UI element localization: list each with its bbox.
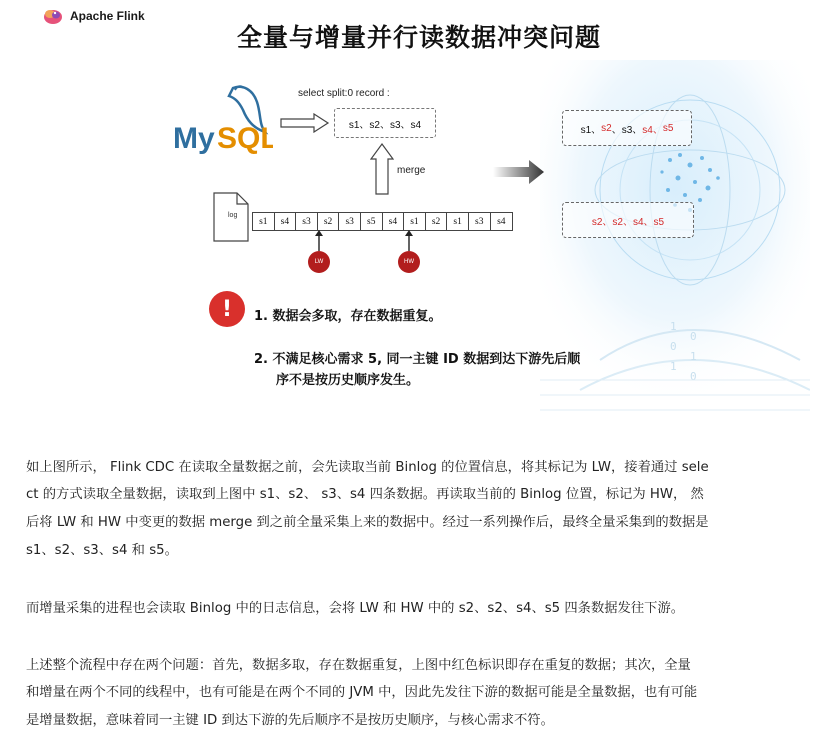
brand-name: Apache Flink xyxy=(70,9,145,23)
paragraph-1-line-4: s1、s2、s3、s4 和 s5。 xyxy=(26,543,178,558)
binlog-cell: s1 xyxy=(447,213,469,230)
binlog-cell: s4 xyxy=(383,213,405,230)
binlog-cell: s3 xyxy=(339,213,361,230)
binlog-strip xyxy=(252,212,513,231)
select-label: select split:0 record : xyxy=(298,88,390,99)
paragraph-1-line-3: 后将 LW 和 HW 中变更的数据 merge 到之前全量采集上来的数据中。经过一系列操作后，最终全量采集到的数据是 xyxy=(26,515,709,530)
records-box: s1、s2、s3、s4 xyxy=(334,108,436,138)
mysql-logo xyxy=(173,80,273,164)
hw-marker: HW xyxy=(398,251,420,273)
binlog-cell: s3 xyxy=(469,213,491,230)
paragraph-2: 而增量采集的进程也会读取 Binlog 中的日志信息，会将 LW 和 HW 中的 s2、s2、s4、s5 四条数据发往下游。 xyxy=(26,601,685,616)
svg-text:0: 0 xyxy=(690,330,697,343)
flow-arrow-icon xyxy=(493,158,545,186)
result-part: s1、 xyxy=(580,124,602,136)
svg-text:1: 1 xyxy=(670,360,677,373)
svg-text:1: 1 xyxy=(670,320,677,333)
paragraph-1-line-1: 如上图所示， Flink CDC 在读取全量数据之前，会先读取当前 Binlog 的位置信息，将其标记为 LW，接着通过 sele xyxy=(26,460,709,475)
paragraph-3-line-3: 是增量数据，意味着同一主键 ID 到达下游的先后顺序不是按历史顺序，与核心需求不符。 xyxy=(26,713,554,728)
result-part-duplicate: s2、s2、s4、s5 xyxy=(591,216,665,228)
hw-pointer-arrow-icon xyxy=(404,229,414,251)
result-part: 、s3、 xyxy=(611,124,643,136)
slide-image xyxy=(28,0,810,426)
binlog-cell: s4 xyxy=(497,216,506,227)
lw-pointer-arrow-icon xyxy=(314,229,324,251)
binlog-cell: s1 xyxy=(253,213,275,230)
mysql-dolphin-icon xyxy=(173,80,273,160)
svg-text:My: My xyxy=(173,122,215,155)
svg-text:SQL: SQL xyxy=(217,122,273,155)
slide-title: 全量与增量并行读数据冲突问题 xyxy=(236,23,601,52)
lw-marker: LW xyxy=(308,251,330,273)
binlog-cell: s4 xyxy=(275,213,297,230)
result-part-duplicate: s5 xyxy=(662,122,674,134)
up-arrow-icon xyxy=(370,143,394,195)
binlog-cell: s3 xyxy=(296,213,318,230)
problem-1: 1. 数据会多取，存在数据重复。 xyxy=(254,309,442,324)
problem-2-line-2: 序不是按历史顺序发生。 xyxy=(276,373,420,388)
binlog-cell: s2 xyxy=(426,213,448,230)
result-part-duplicate: s4、 xyxy=(642,124,663,136)
merge-label: merge xyxy=(397,165,426,176)
problem-2-line-1: 2. 不满足核心需求 5, 同一主键 ID 数据到达下游先后顺 xyxy=(254,352,581,367)
svg-text:0: 0 xyxy=(670,340,677,353)
svg-text:1: 1 xyxy=(690,350,697,363)
binlog-cell: s5 xyxy=(361,213,383,230)
right-arrow-icon xyxy=(280,113,330,133)
paragraph-3-line-2: 和增量在两个不同的线程中，也有可能是在两个不同的 JVM 中，因此先发往下游的数据可能是全量数据，也有可能 xyxy=(26,685,698,700)
paragraph-3-line-1: 上述整个流程中存在两个问题：首先，数据多取，存在数据重复，上图中红色标识即存在重复的数据；其次，全量 xyxy=(26,658,691,673)
log-label: log xyxy=(228,212,238,219)
paragraph-1-line-2: ct 的方式读取全量数据，读取到上图中 s1、s2、 s3、s4 四条数据。再读取当前的 Binlog 位置，标记为 HW， 然 xyxy=(26,487,704,502)
incremental-result-box xyxy=(562,202,694,238)
binlog-cell: s2 xyxy=(318,213,340,230)
binlog-cell: s1 xyxy=(404,213,426,230)
warning-icon: ! xyxy=(209,291,245,327)
result-part-duplicate: s2 xyxy=(601,122,612,134)
full-result-box xyxy=(562,110,692,146)
svg-text:0: 0 xyxy=(690,370,697,383)
